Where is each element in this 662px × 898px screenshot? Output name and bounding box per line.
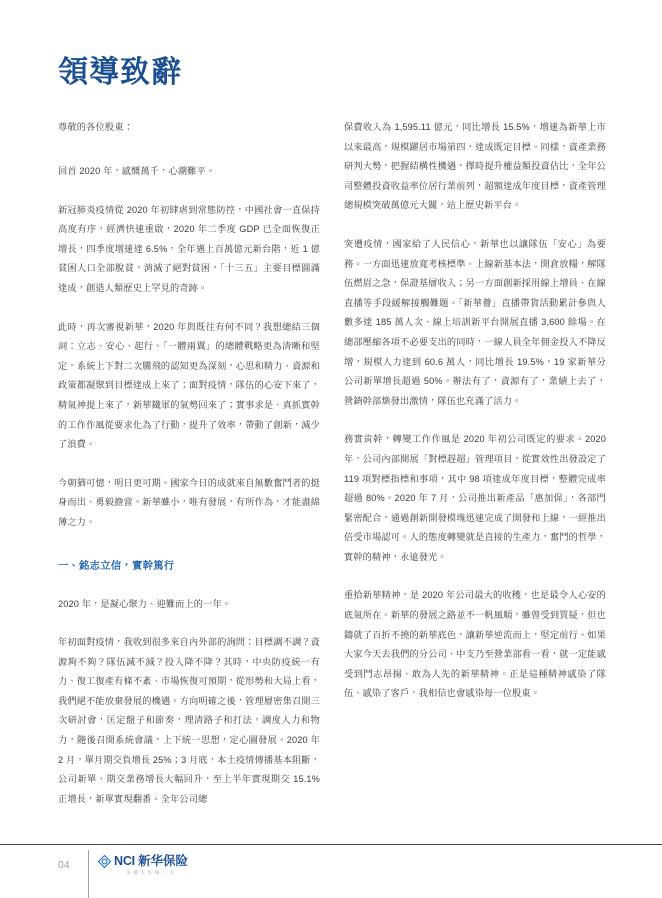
paragraph: 重拾新華精神，是 2020 年公司最大的收穫，也是最令人心安的底氣所在。新華的發展之路並不一帆風順，雖曾受到質疑，但也鑄就了百折不撓的新華底色，讓新華逆流而上，堅定前行。如果大家今天去我們的分公司、中支乃至營業部看一看，就一定能感受到鬥志昂揚、敢為人先的新華精神。正是這種精神感染了隊伍、感染了客戶，我相信也會感染每一位股東。 [344, 590, 606, 699]
brand-abbreviation: NCI [114, 854, 135, 868]
paragraph: 今朝猶可憶，明日更可期。國家今日的成就來自無數奮鬥者的挺身而出、勇毅擔當。新華雖小，唯有發展，有所作為，才能盡綿薄之力。 [58, 477, 320, 527]
footer-vertical-rule [88, 850, 89, 898]
page-title: 領導致辭 [58, 56, 182, 89]
page-number: 04 [58, 860, 71, 871]
paragraph: 2020 年，是凝心聚力、迎難而上的一年。 [58, 598, 232, 609]
brand-logo [98, 855, 188, 876]
paragraph: 突遭疫情，國家給了人民信心，新華也以讓隊伍「安心」為要務。一方面迅速放寬考核標準、上線新基本法，開倉放糧，解隊伍燃眉之急，保證基層收入；另一方面創新採用線上增員、在線直播等手段緩解接觸難題。「新華薈」直播帶貨活動累計參與人數多達 185 萬人次、線上培訓新平台開展直播 3,600 餘場。在總部壓縮各項不必要支出的同時，一線人員全年佣金投入不降反增，規模人力達到 60.6 萬人，同比增長 19.5%，19 家新華分公司新單增長超過 50%。辦法有了，資源有了，業績上去了，營銷幹部煥發出激情，隊伍也充滿了活力。 [344, 238, 606, 406]
nci-diamond-logo-icon [98, 855, 111, 868]
paragraph: 回首 2020 年，感慨萬千，心潮難平。 [58, 166, 216, 176]
left-column [58, 118, 320, 818]
paragraph: 年初面對疫情，我收到很多來自內外部的詢問：目標調不調？資源夠不夠？隊伍減不減？投入降不降？其時，中央防疫統一有力、復工復產有條不紊、市場恢復可預期，從形勢和大局上看，我們絕不能放棄發展的機遇。方向明確之後，管理層密集召開三次研討會，匡定盤子和節奏，理清路子和打法，調度人力和物力，隨後召開系統會議，上下統一思想，定心圖發展。2020 年 2 月，單月期交負增長 25%；3 月底，本土疫情傳播基本阻斷，公司新單、期交業務增長大幅回升，至上半年實現期交 15.1% 正增長，新單實現翻番。全年公司總 [58, 637, 320, 804]
paragraph: 新冠肺炎疫情從 2020 年初肆虐到常態防控，中國社會一直保持高度有序，經濟快速重啟，2020 年二季度 GDP 已全面恢復正增長，四季度增速達 6.5%，全年邁上百萬億元新台階，近 1 億貧困人口全部脫貧，消滅了絕對貧困，「十三五」主要目標圓滿達成，創造人類歷史上罕見的奇跡。 [58, 204, 320, 293]
brand-logo-row [98, 855, 188, 868]
page-footer [0, 836, 662, 898]
paragraph: 務實肯幹，轉變工作作風是 2020 年初公司既定的要求。2020 年，公司內部開展「對標趕超」管理項目，從實效性出發設定了 119 項對標指標和事項，其中 98 項達成年度目標，整體完成率超過 80%。2020 年 7 月，公司推出新產品「惠加保」，各部門緊密配合，通過創新開發模塊迅速完成了開發和上線，一經推出倍受市場認可。人的態度轉變就是直接的生產力，奮鬥的哲學，實幹的精神，永遠發光。 [344, 434, 606, 562]
paragraph: 保費收入為 1,595.11 億元，同比增長 15.5%，增速為新華上市以來最高，規模躍居市場第四，達成既定目標。同樣，資產業務研判大勢，把握結構性機遇，擇時提升權益類投資佔比，全年公司整體投資收益率位居行業前列，超額達成年度目標，資產管理總規模突破萬億元大關，站上歷史新平台。 [344, 122, 606, 211]
right-column [344, 118, 606, 818]
paragraph: 此時，再次審視新華，2020 年與既往有何不同？我想總結三個詞：立志、安心、起行。「一體兩翼」的總體戰略更為清晰和堅定，系統上下對二次騰飛的認知更為深刻，心思和精力、資源和政策都凝聚到目標達成上來了；面對疫情，隊伍的心安下來了，精氣神提上來了，新華鐵軍的氣勢回來了；實事求是、真抓實幹的工作作風從要求化為了行動，提升了效率，帶動了創新，減少了浪費。 [58, 321, 320, 450]
body-columns [58, 118, 606, 818]
brand-name: 新华保险 [137, 854, 188, 868]
footer-divider-line [0, 844, 662, 845]
section-heading: 一、銘志立信，實幹篤行 [58, 560, 175, 572]
salutation: 尊敬的各位股東： [58, 122, 134, 132]
brand-tagline: 关爱人生每一天 [126, 870, 177, 875]
